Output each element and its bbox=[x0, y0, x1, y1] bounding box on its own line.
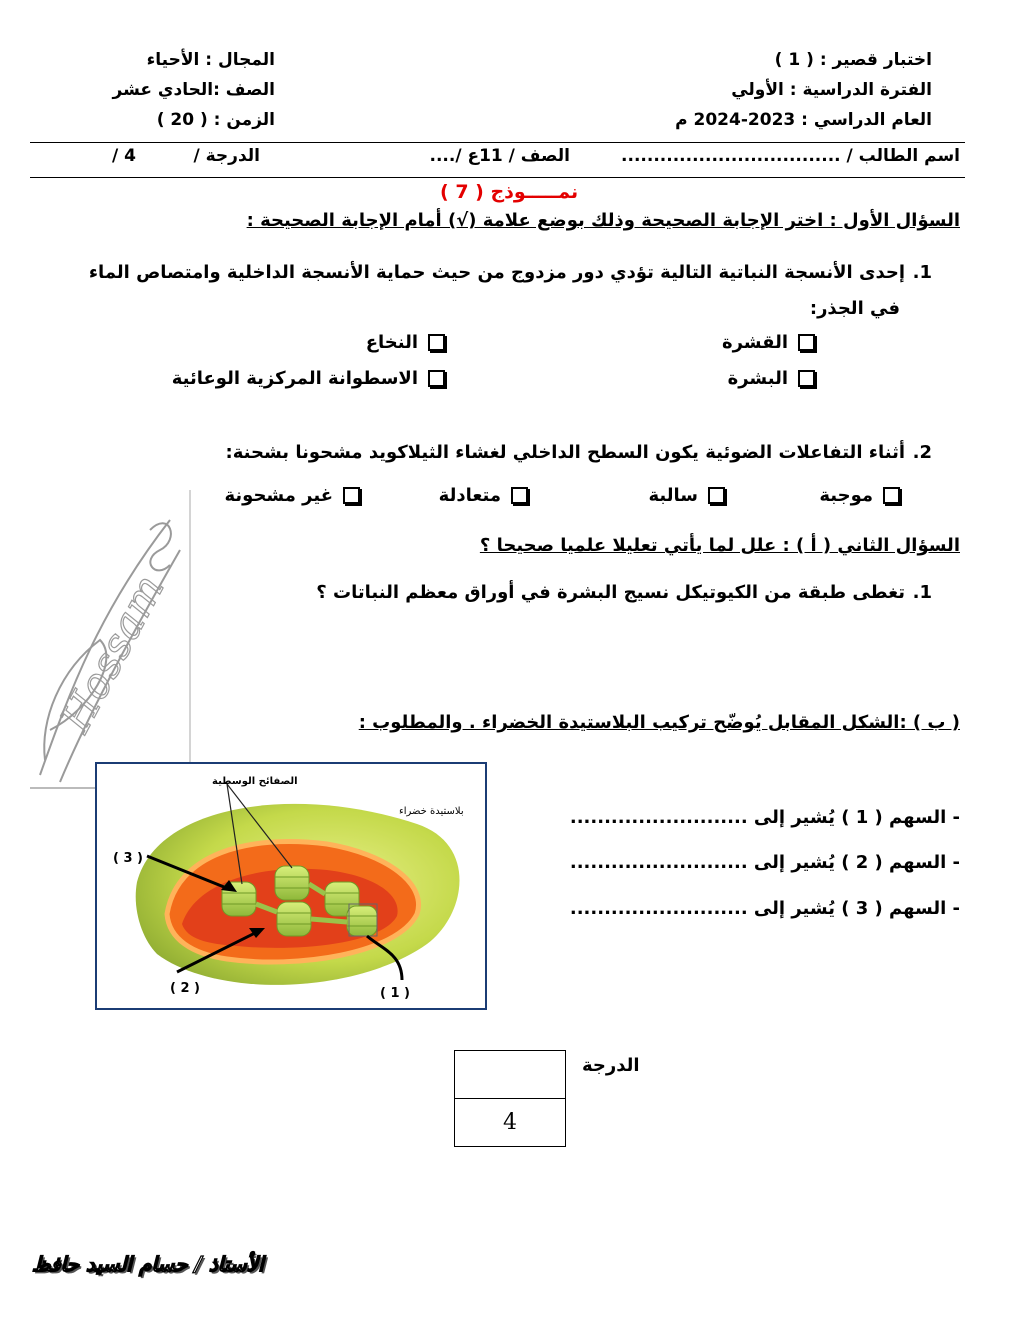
checkbox-icon[interactable] bbox=[798, 370, 815, 387]
label-chloroplast: بلاستيدة خضراء bbox=[399, 806, 464, 817]
header-divider-bottom bbox=[30, 177, 965, 178]
header-divider-top bbox=[30, 142, 965, 143]
option-label: غير مشحونة bbox=[224, 485, 333, 506]
grade-level-label: الصف :الحادي عشر bbox=[112, 80, 275, 100]
q1-item1-option-epidermis[interactable] bbox=[728, 368, 815, 389]
q1-item1-option-pith[interactable] bbox=[366, 332, 445, 353]
year-label: العام الدراسي : 2023-2024 م bbox=[675, 110, 932, 130]
q1-item1-text: إحدى الأنسجة النباتية التالية تؤدي دور مزدوج من حيث حماية الأنسجة الداخلية وامتصاص الماء bbox=[88, 262, 905, 283]
option-label: البشرة bbox=[727, 368, 788, 389]
option-label: متعادلة bbox=[438, 485, 501, 506]
grade-box-label: الدرجة bbox=[582, 1055, 640, 1076]
q2a-item-number: .1 bbox=[912, 582, 932, 603]
q1-title: السؤال الأول : اختر الإجابة الصحيحة وذلك بوضع علامة (√) أمام الإجابة الصحيحة : bbox=[246, 210, 960, 231]
checkbox-icon[interactable] bbox=[343, 487, 360, 504]
time-label: الزمن : ( 20 ) bbox=[156, 110, 275, 130]
q2a-item-text: تغطى طبقة من الكيوتيكل نسيج البشرة في أوراق معظم النباتات ؟ bbox=[316, 582, 905, 603]
checkbox-icon[interactable] bbox=[798, 334, 815, 351]
arrow3-answer-line[interactable]: - السهم ( 3 ) يُشير إلى .......................... bbox=[569, 898, 960, 919]
class-field[interactable]: الصف / 11ع /.... bbox=[429, 146, 570, 166]
checkbox-icon[interactable] bbox=[883, 487, 900, 504]
score-label: الدرجة / bbox=[193, 146, 260, 166]
subject-label: المجال : الأحياء bbox=[146, 50, 275, 70]
q1-item2-option-neutral[interactable] bbox=[439, 485, 528, 506]
checkbox-icon[interactable] bbox=[708, 487, 725, 504]
checkbox-icon[interactable] bbox=[511, 487, 528, 504]
grade-total-cell: 4 bbox=[455, 1099, 566, 1147]
q2b-title: ( ب ) :الشكل المقابل يُوضّح تركيب البلاستيدة الخضراء . والمطلوب : bbox=[358, 712, 960, 733]
grade-obtained-cell[interactable] bbox=[455, 1051, 566, 1099]
chloroplast-figure bbox=[95, 762, 487, 1010]
chloroplast-diagram bbox=[97, 764, 485, 1008]
label-thylakoids: الصفائح الوسطية bbox=[212, 776, 298, 787]
arrow2-answer-line[interactable]: - السهم ( 2 ) يُشير إلى .......................... bbox=[569, 852, 960, 873]
q1-item1-option-vascular[interactable] bbox=[172, 368, 445, 389]
q1-item2-option-negative[interactable] bbox=[649, 485, 725, 506]
watermark-signature bbox=[30, 490, 210, 790]
option-label: القشرة bbox=[721, 332, 788, 353]
watermark-text: Hossam bbox=[50, 566, 174, 740]
label-arrow-1: ( 1 ) bbox=[380, 986, 410, 1001]
q1-item1-option-cortex[interactable] bbox=[722, 332, 815, 353]
q1-item2-option-uncharged[interactable] bbox=[224, 485, 360, 506]
q1-item1-text-cont: في الجذر: bbox=[809, 298, 900, 319]
option-label: الاسطوانة المركزية الوعائية bbox=[171, 368, 418, 389]
option-label: سالبة bbox=[648, 485, 698, 506]
checkbox-icon[interactable] bbox=[428, 334, 445, 351]
label-arrow-2: ( 2 ) bbox=[170, 981, 200, 996]
checkbox-icon[interactable] bbox=[428, 370, 445, 387]
term-label: الفترة الدراسية : الأولي bbox=[731, 80, 932, 100]
option-label: النخاع bbox=[365, 332, 418, 353]
score-total: / 4 bbox=[112, 146, 136, 166]
q1-item2-number: .2 bbox=[912, 442, 932, 463]
q1-item1-number: .1 bbox=[912, 262, 932, 283]
grade-box bbox=[454, 1050, 566, 1147]
quiz-title: اختبار قصير : ( 1 ) bbox=[774, 50, 932, 70]
option-label: موجبة bbox=[819, 485, 873, 506]
q1-item2-text: أثناء التفاعلات الضوئية يكون السطح الداخلي لغشاء الثيلاكويد مشحونا بشحنة: bbox=[225, 442, 905, 463]
teacher-signature: الأستاذ / حسام السيد حافظ bbox=[32, 1252, 264, 1276]
arrow1-answer-line[interactable]: - السهم ( 1 ) يُشير إلى .......................... bbox=[569, 807, 960, 828]
label-arrow-3: ( 3 ) bbox=[113, 851, 143, 866]
model-number: نمـــــوذج ( 7 ) bbox=[440, 181, 579, 203]
q1-item2-option-positive[interactable] bbox=[819, 485, 900, 506]
student-name-field[interactable]: اسم الطالب / .................................. bbox=[621, 146, 960, 166]
q2a-title: السؤال الثاني ( أ ) : علل لما يأتي تعليلا علميا صحيحا ؟ bbox=[479, 535, 960, 556]
